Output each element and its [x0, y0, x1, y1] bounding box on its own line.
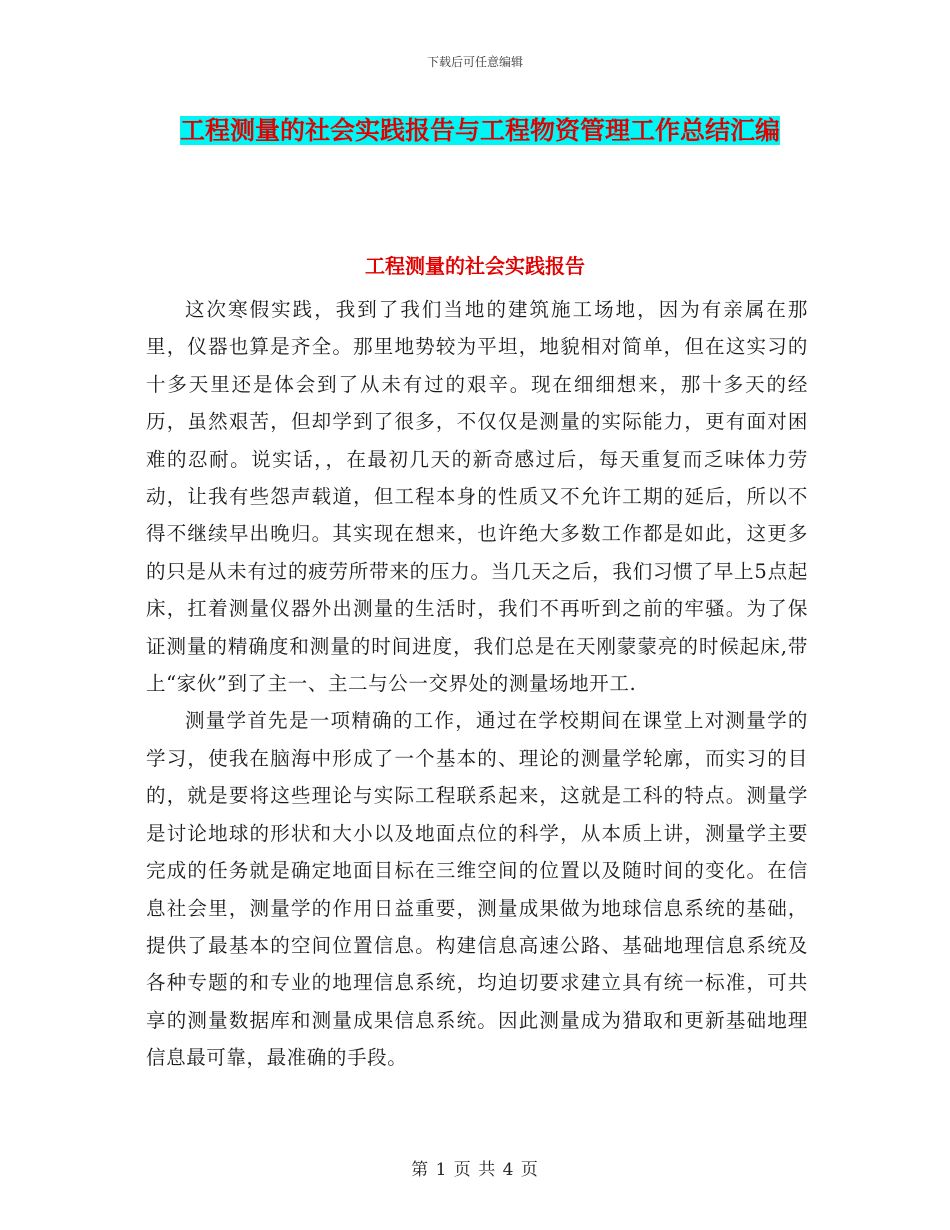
page-number-footer: 第 1 页 共 4 页 [411, 1160, 539, 1180]
section-title: 工程测量的社会实践报告 [365, 254, 585, 278]
document-title [150, 108, 810, 154]
body-text [146, 291, 808, 1077]
header-note: 下载后可任意编辑 [426, 55, 523, 69]
document-title-text: 工程测量的社会实践报告与工程物资管理工作总结汇编 [179, 116, 780, 145]
paragraph: 这次寒假实践，我到了我们当地的建筑施工场地，因为有亲属在那里，仪器也算是齐全。那里地势较为平坦，地貌相对简单，但在这实习的十多天里还是体会到了从未有过的艰辛。现在细细想来，那十多天的经历，虽然艰苦，但却学到了很多，不仅仅是测量的实际能力，更有面对困难的忍耐。说实话，，在最初几天的新奇感过后，每天重复而乏味体力劳动，让我有些怨声载道，但工程本身的性质又不允许工期的延后，所以不得不继续早出晚归。其实现在想来，也许绝大多数工作都是如此，这更多的只是从未有过的疲劳所带来的压力。当几天之后，我们习惯了早上5点起床，扛着测量仪器外出测量的生活时，我们不再听到之前的牢骚。为了保证测量的精确度和测量的时间进度，我们总是在天刚蒙蒙亮的时候起床,带上“家伙”到了主一、主二与公一交界处的测量场地开工. [146, 298, 808, 696]
paragraph: 测量学首先是一项精确的工作，通过在学校期间在课堂上对测量学的学习，使我在脑海中形成了一个基本的、理论的测量学轮廓，而实习的目的，就是要将这些理论与实际工程联系起来，这就是工科的特点。测量学是讨论地球的形状和大小以及地面点位的科学，从本质上讲，测量学主要完成的任务就是确定地面目标在三维空间的位置以及随时间的变化。在信息社会里，测量学的作用日益重要，测量成果做为地球信息系统的基础，提供了最基本的空间位置信息。构建信息高速公路、基础地理信息系统及各种专题的和专业的地理信息系统，均迫切要求建立具有统一标准，可共享的测量数据库和测量成果信息系统。因此测量成为猎取和更新基础地理信息最可靠，最准确的手段。 [146, 709, 808, 1070]
